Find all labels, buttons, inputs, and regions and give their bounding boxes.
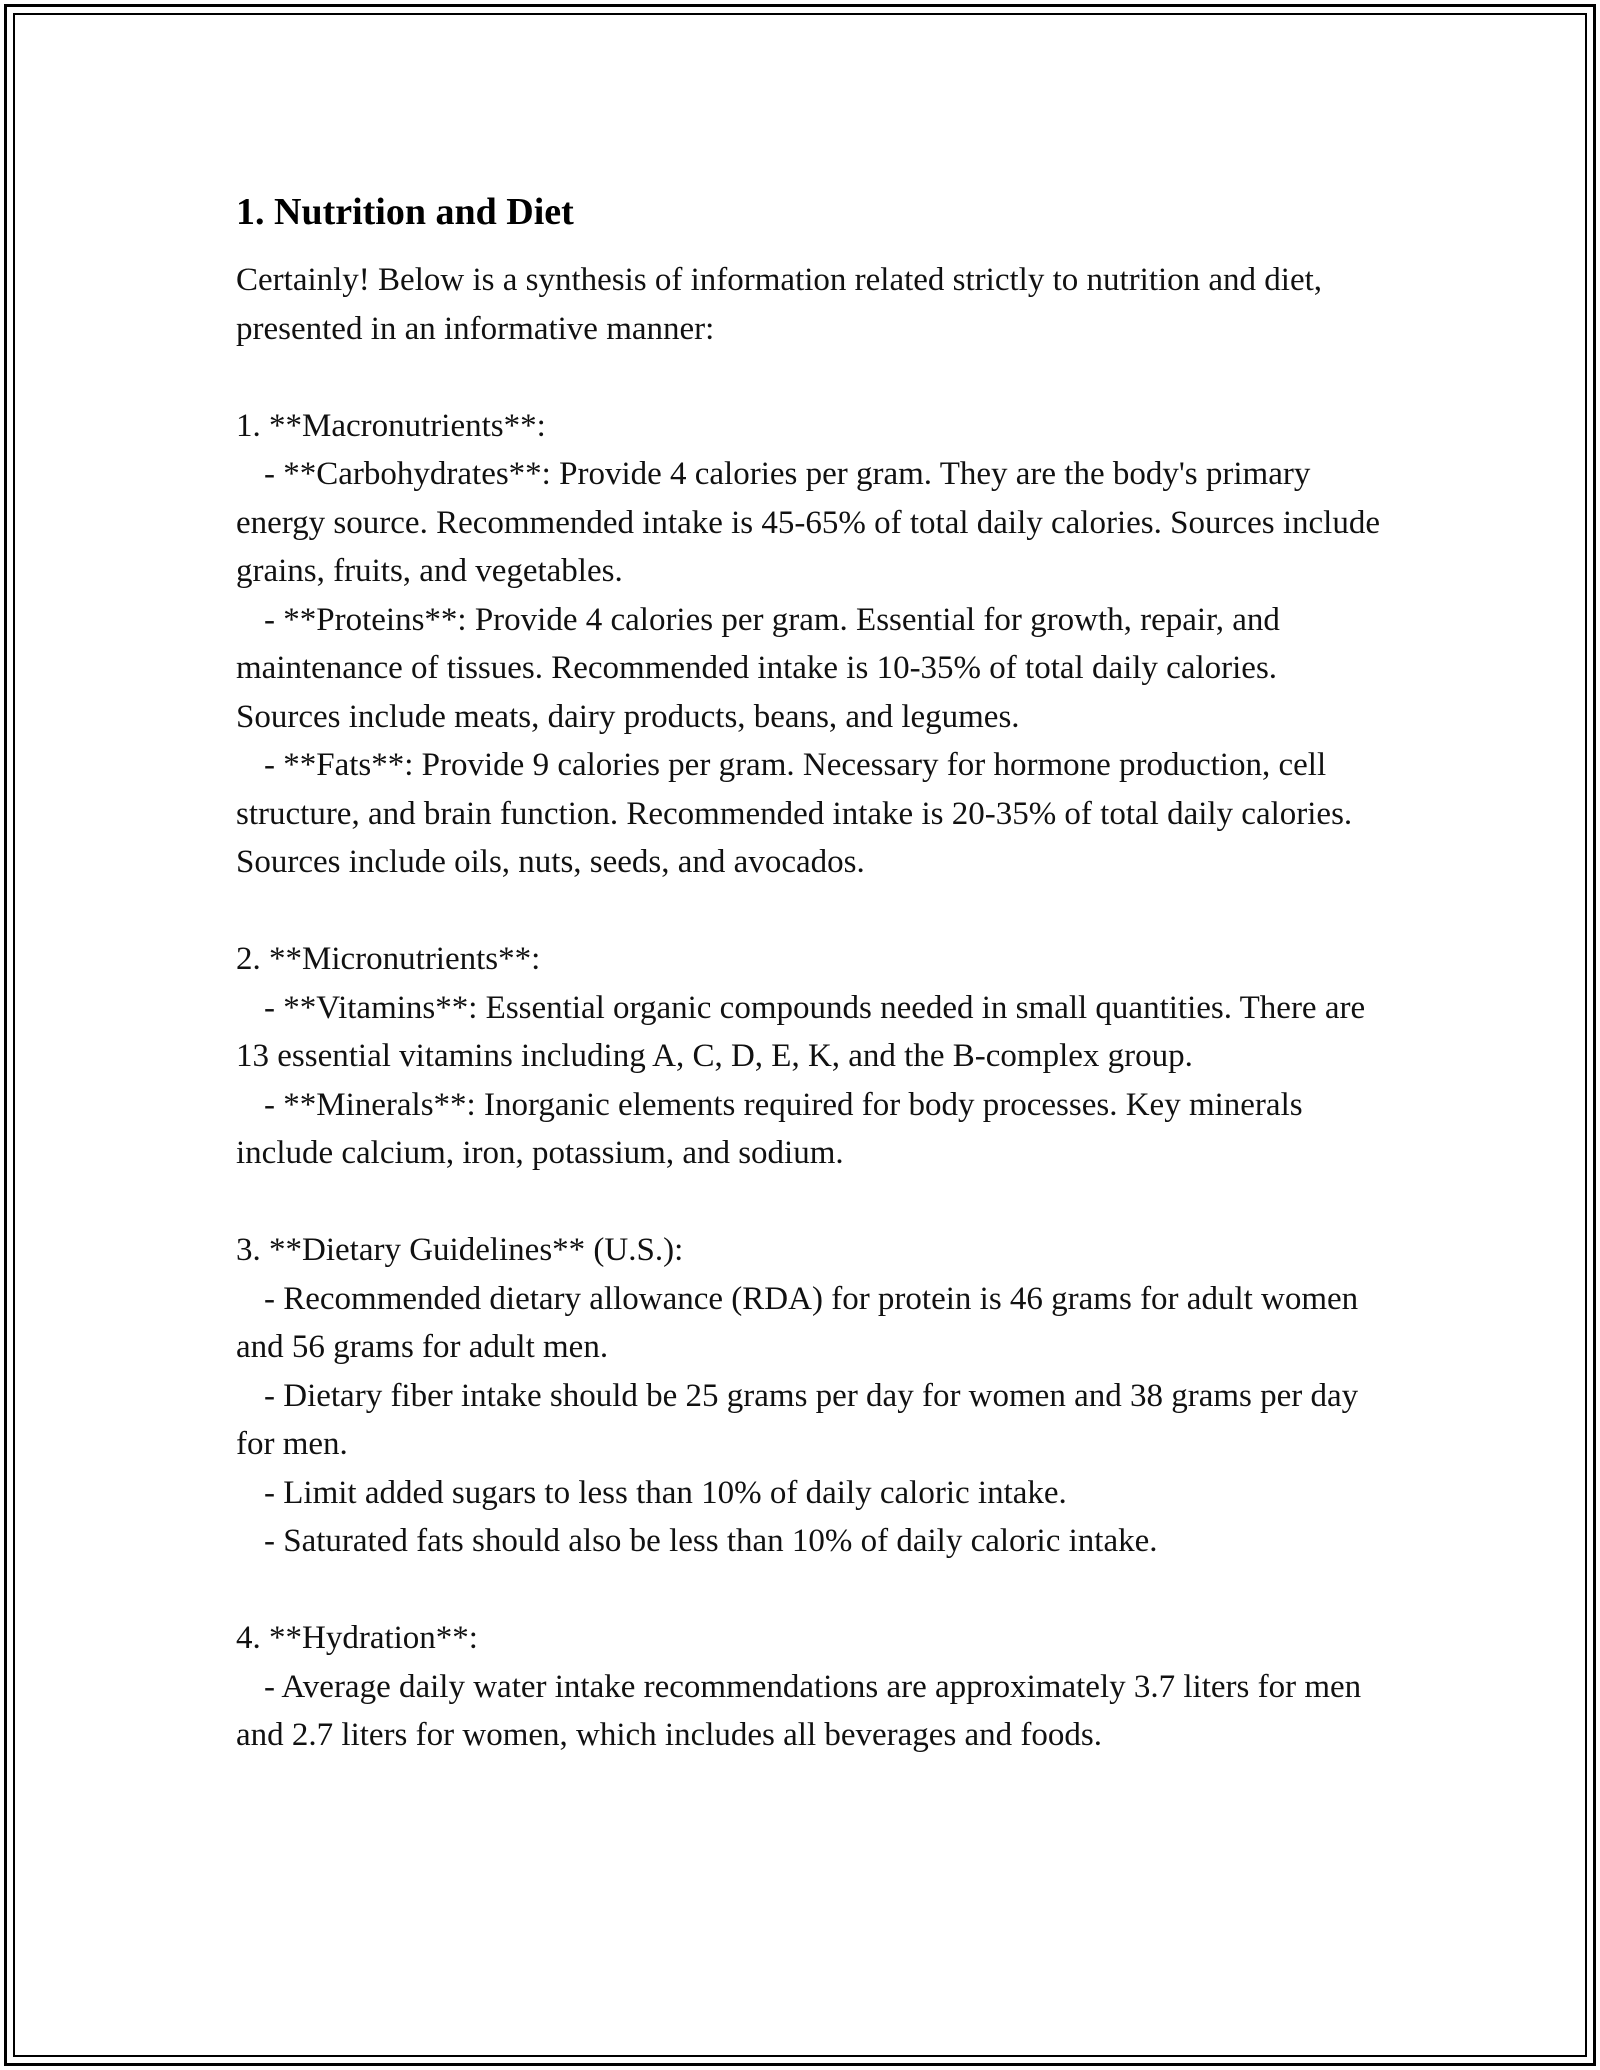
- list-item: [236, 596, 1386, 742]
- page-title: 1. Nutrition and Diet: [236, 191, 574, 233]
- list-item: [236, 984, 1386, 1081]
- section-micronutrients: [236, 935, 1386, 1178]
- list-item: [236, 1372, 1386, 1469]
- list-item-text: - **Minerals**: Inorganic elements required for body processes. Key minerals include calcium, iron, potassium, and sodium.: [236, 1086, 1303, 1171]
- section-heading: 4. **Hydration**:: [236, 1620, 478, 1656]
- list-item: [236, 1081, 1386, 1178]
- list-item: [236, 741, 1386, 887]
- list-item-text: - Saturated fats should also be less than 10% of daily caloric intake.: [264, 1523, 1158, 1559]
- list-item-text: - **Carbohydrates**: Provide 4 calories per gram. They are the body's primary energy source. Recommended intake is 45-65% of total daily calories. Sources include grains, fruits, and vegetables.: [236, 456, 1380, 589]
- list-item-text: - Recommended dietary allowance (RDA) for protein is 46 grams for adult women and 56 grams for adult men.: [236, 1280, 1359, 1365]
- section-hydration: [236, 1614, 1386, 1760]
- list-item-text: - Dietary fiber intake should be 25 grams per day for women and 38 grams per day for men.: [236, 1377, 1359, 1462]
- list-item-text: - **Fats**: Provide 9 calories per gram. Necessary for hormone production, cell structure, and brain function. Recommended intake is 20-35% of total daily calories. Sources include oils, nuts, seeds, and avocados.: [236, 747, 1353, 880]
- list-item: [236, 1663, 1386, 1760]
- section-heading: 3. **Dietary Guidelines** (U.S.):: [236, 1232, 684, 1268]
- section-macronutrients: [236, 402, 1386, 887]
- document-body: [236, 180, 1386, 1760]
- list-item: [236, 1275, 1386, 1372]
- list-item: [236, 450, 1386, 596]
- list-item-text: - **Vitamins**: Essential organic compounds needed in small quantities. There are 13 essential vitamins including A, C, D, E, K, and the B-complex group.: [236, 989, 1366, 1074]
- paragraph-spacer: [236, 1566, 1386, 1615]
- section-heading: 1. **Macronutrients**:: [236, 407, 546, 444]
- section-dietary-guidelines: [236, 1226, 1386, 1566]
- list-item-text: - Average daily water intake recommendations are approximately 3.7 liters for men and 2.7 liters for women, which includes all beverages and foods.: [236, 1668, 1362, 1753]
- list-item: [236, 1469, 1386, 1518]
- paragraph-spacer: [236, 887, 1386, 936]
- list-item: [236, 1517, 1386, 1566]
- intro-paragraph: Certainly! Below is a synthesis of information related strictly to nutrition and diet, presented in an informative manner:: [236, 262, 1323, 347]
- section-heading: 2. **Micronutrients**:: [236, 941, 541, 977]
- paragraph-spacer: [236, 353, 1386, 402]
- paragraph-spacer: [236, 1178, 1386, 1227]
- list-item-text: - **Proteins**: Provide 4 calories per gram. Essential for growth, repair, and maintenance of tissues. Recommended intake is 10-35% of total daily calories. Sources include meats, dairy products, beans, and legumes.: [236, 601, 1280, 735]
- list-item-text: - Limit added sugars to less than 10% of daily caloric intake.: [264, 1474, 1067, 1511]
